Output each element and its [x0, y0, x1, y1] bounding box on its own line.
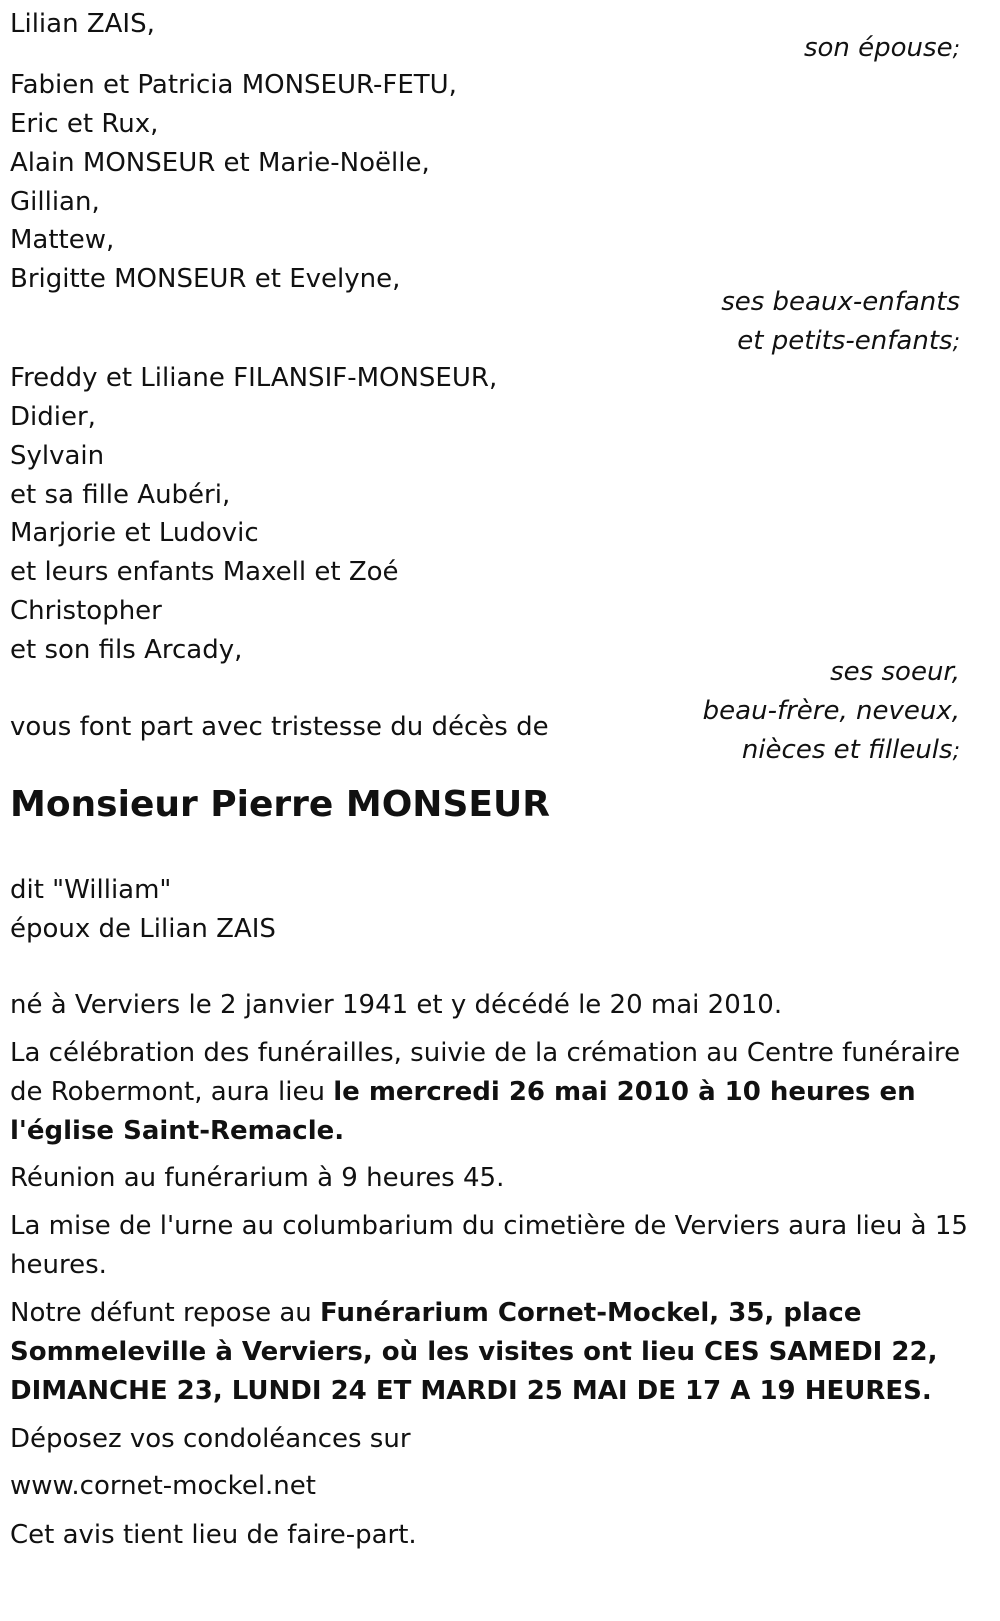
siblings-line-1: Freddy et Liliane FILANSIF-MONSEUR, — [10, 363, 498, 393]
closing-text: Cet avis tient lieu de faire-part. — [10, 1520, 417, 1550]
children-role-semicolon: ; — [952, 330, 960, 355]
deceased-name: Monsieur Pierre MONSEUR — [10, 784, 550, 825]
children-line-1: Fabien et Patricia MONSEUR-FETU, — [10, 70, 457, 100]
children-role-line-2 — [737, 322, 960, 362]
spouse-name: Lilian ZAIS, — [10, 9, 155, 39]
deceased-nickname: dit "William" — [10, 875, 172, 905]
rest-intro: Notre défunt repose au — [10, 1298, 321, 1328]
birth-death-dates: né à Verviers le 2 janvier 1941 et y décédé le 20 mai 2010. — [10, 990, 783, 1020]
siblings-role-semicolon: ; — [952, 739, 960, 764]
ceremony-paragraph — [10, 1034, 970, 1151]
children-line-5: Mattew, — [10, 225, 115, 255]
meeting-text: Réunion au funérarium à 9 heures 45. — [10, 1163, 505, 1193]
website-link[interactable]: www.cornet-mockel.net — [10, 1471, 316, 1501]
children-role-line-1: ses beaux-enfants — [721, 287, 960, 317]
siblings-role-line-3 — [742, 731, 960, 771]
siblings-line-6: et leurs enfants Maxell et Zoé — [10, 557, 399, 587]
children-line-3: Alain MONSEUR et Marie-Noëlle, — [10, 148, 430, 178]
siblings-role-line-2: beau-frère, neveux, — [702, 696, 960, 726]
children-line-4: Gillian, — [10, 187, 100, 217]
spouse-role-semicolon: ; — [952, 37, 960, 62]
children-line-6: Brigitte MONSEUR et Evelyne, — [10, 264, 401, 294]
urn-paragraph: La mise de l'urne au columbarium du cimetière de Verviers aura lieu à 15 heures. — [10, 1211, 968, 1280]
spouse-role — [804, 29, 960, 69]
ceremony-intro: La célébration des funérailles, suivie de la crémation au Centre funéraire de Robermont, aura lieu — [10, 1038, 961, 1107]
children-role-text: et petits-enfants — [737, 326, 953, 356]
siblings-role-text: nièces et filleuls — [741, 735, 953, 765]
siblings-line-3: Sylvain — [10, 441, 105, 471]
siblings-line-4: et sa fille Aubéri, — [10, 480, 231, 510]
siblings-line-5: Marjorie et Ludovic — [10, 518, 259, 548]
siblings-line-2: Didier, — [10, 402, 96, 432]
condolences-text: Déposez vos condoléances sur — [10, 1424, 411, 1454]
ceremony-date-place: le mercredi 26 mai 2010 à 10 heures en l'église Saint-Remacle. — [10, 1077, 916, 1146]
siblings-role-line-1: ses soeur, — [830, 657, 960, 687]
announcement-text: vous font part avec tristesse du décès de — [10, 712, 549, 742]
deceased-spouse-of: époux de Lilian ZAIS — [10, 914, 276, 944]
spouse-role-text: son épouse — [803, 33, 953, 63]
rest-paragraph — [10, 1294, 970, 1411]
siblings-line-7: Christopher — [10, 596, 162, 626]
children-line-2: Eric et Rux, — [10, 109, 159, 139]
rest-location-visits: Funérarium Cornet-Mockel, 35, place Sommeleville à Verviers, où les visites ont lieu CES SAMEDI 22, DIMANCHE 23, LUNDI 24 ET MARDI 25 MAI DE 17 A 19 HEURES. — [10, 1298, 938, 1406]
siblings-line-8: et son fils Arcady, — [10, 635, 243, 665]
